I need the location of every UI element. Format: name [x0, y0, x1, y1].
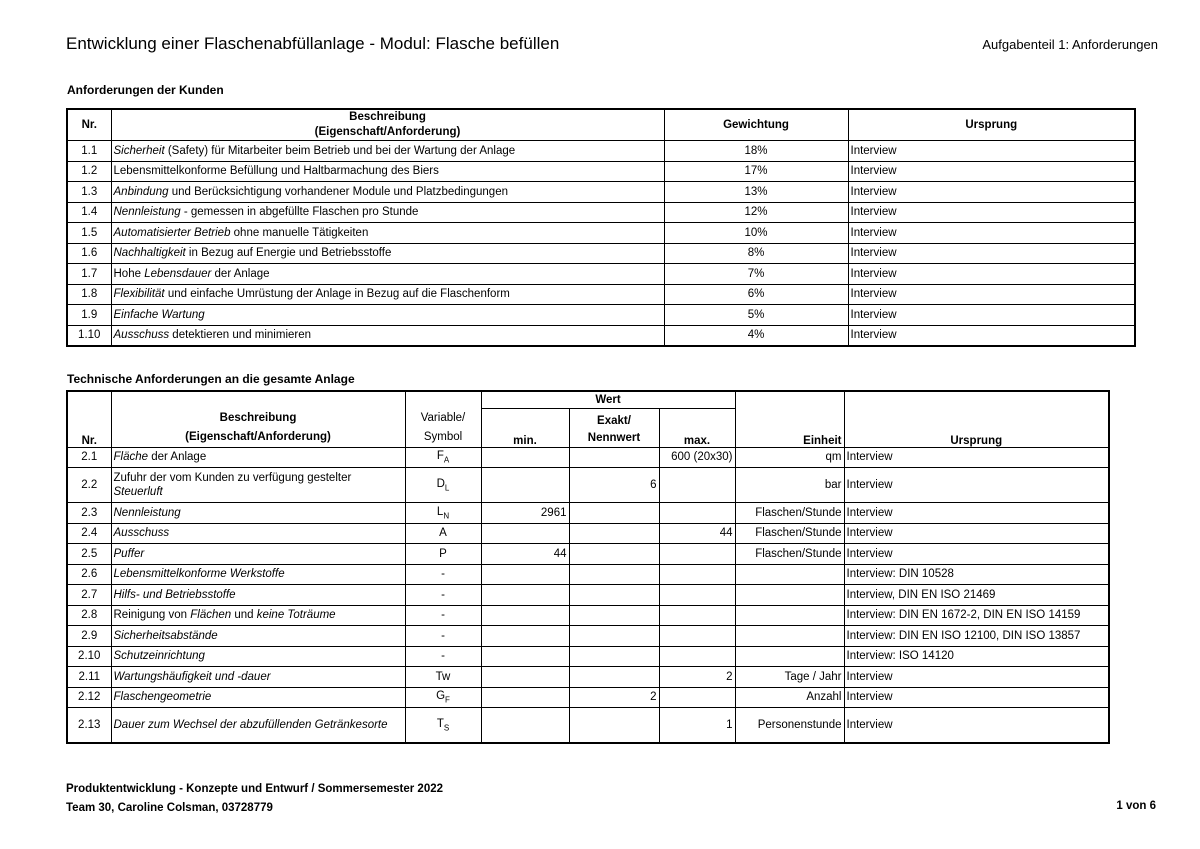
description-emphasis: Fläche [113, 451, 149, 464]
row-symbol [405, 667, 481, 688]
row-exact: 2 [569, 687, 659, 708]
row-min [481, 585, 569, 606]
row-description [111, 447, 405, 468]
row-exact [569, 708, 659, 744]
row-unit [735, 626, 844, 647]
description-text: (Safety) für Mitarbeiter beim Betrieb und bei der Wartung der Anlage [164, 144, 516, 157]
row-symbol [405, 687, 481, 708]
row-exact [569, 447, 659, 468]
symbol-subscript: A [443, 455, 450, 465]
row-description [111, 523, 405, 544]
description-emphasis: Flächen [190, 609, 232, 622]
row-origin: Interview: DIN EN 1672-2, DIN EN ISO 14159 [844, 605, 1109, 626]
row-symbol [405, 468, 481, 503]
row-exact [569, 544, 659, 565]
table-row [67, 264, 1135, 285]
table-row [67, 141, 1135, 162]
row-origin: Interview [848, 182, 1135, 203]
row-exact [569, 585, 659, 606]
row-weight: 18% [664, 141, 848, 162]
row-description [111, 182, 664, 203]
row-unit: Flaschen/Stunde [735, 544, 844, 565]
symbol-letter: F [436, 450, 444, 463]
row-exact [569, 605, 659, 626]
row-origin: Interview [848, 325, 1135, 346]
row-nr: 2.8 [67, 605, 111, 626]
description-emphasis: keine Toträume [256, 609, 336, 622]
symbol-letter: Tw [435, 670, 451, 683]
symbol-subscript: N [443, 510, 450, 520]
row-nr: 2.6 [67, 564, 111, 585]
description-emphasis: Ausschuss [113, 527, 170, 540]
technical-requirements-title: Technische Anforderungen an die gesamte Anlage [67, 372, 355, 386]
table-row [67, 646, 1109, 667]
row-origin: Interview: DIN EN ISO 12100, DIN ISO 13857 [844, 626, 1109, 647]
row-symbol [405, 585, 481, 606]
header-nr-label: Nr. [81, 434, 97, 447]
row-weight: 10% [664, 223, 848, 244]
row-symbol [405, 503, 481, 524]
row-origin: Interview [844, 503, 1109, 524]
description-prefix: Hohe [113, 267, 145, 280]
row-symbol [405, 626, 481, 647]
row-description [111, 468, 405, 503]
row-max [659, 646, 735, 667]
row-nr: 1.6 [67, 243, 111, 264]
header-exact-line2: Nennwert [587, 431, 641, 444]
section-label: Aufgabenteil 1: Anforderungen [982, 37, 1158, 52]
table-row [67, 182, 1135, 203]
description-emphasis: Anbindung [113, 185, 169, 198]
row-nr: 2.13 [67, 708, 111, 744]
header-exact [569, 408, 659, 447]
description-emphasis: Flexibilität [113, 288, 165, 301]
row-unit [735, 646, 844, 667]
row-unit: Anzahl [735, 687, 844, 708]
row-exact [569, 646, 659, 667]
customer-requirements-table [66, 108, 1136, 347]
row-symbol [405, 447, 481, 468]
row-origin: Interview [844, 687, 1109, 708]
row-max [659, 687, 735, 708]
row-description [111, 708, 405, 744]
description-emphasis: Nachhaltigkeit [113, 247, 186, 260]
row-nr: 1.8 [67, 284, 111, 305]
symbol-subscript: S [443, 723, 450, 733]
row-origin: Interview: DIN 10528 [844, 564, 1109, 585]
symbol-letter: D [436, 477, 445, 490]
description-text: der Anlage [211, 267, 270, 280]
row-nr: 1.7 [67, 264, 111, 285]
header-unit-label: Einheit [803, 434, 842, 447]
row-description [111, 284, 664, 305]
table-row [67, 447, 1109, 468]
row-origin: Interview: ISO 14120 [844, 646, 1109, 667]
row-nr: 2.10 [67, 646, 111, 667]
header-origin-label: Ursprung [950, 434, 1003, 447]
description-emphasis: Hilfs- und Betriebsstoffe [113, 588, 236, 601]
row-weight: 6% [664, 284, 848, 305]
row-origin: Interview [844, 667, 1109, 688]
row-min [481, 447, 569, 468]
row-max [659, 585, 735, 606]
description-emphasis: Lebensmittelkonforme Werkstoffe [113, 568, 285, 581]
row-max [659, 503, 735, 524]
row-weight: 4% [664, 325, 848, 346]
row-description [111, 626, 405, 647]
symbol-letter: A [439, 527, 447, 540]
header-weight: Gewichtung [664, 109, 848, 141]
table-row [67, 305, 1135, 326]
row-unit: bar [735, 468, 844, 503]
description-text: in Bezug auf Energie und Betriebsstoffe [185, 247, 392, 260]
symbol-letter: - [441, 629, 445, 642]
table-row [67, 585, 1109, 606]
row-nr: 2.5 [67, 544, 111, 565]
table-row [67, 468, 1109, 503]
table-row [67, 687, 1109, 708]
row-description [111, 564, 405, 585]
row-max: 44 [659, 523, 735, 544]
table-row [67, 284, 1135, 305]
row-min [481, 468, 569, 503]
row-unit: qm [735, 447, 844, 468]
description-emphasis: Nennleistung [113, 206, 181, 219]
row-weight: 5% [664, 305, 848, 326]
header-description-line2: (Eigenschaft/Anforderung) [185, 430, 331, 443]
technical-requirements-body [67, 447, 1109, 743]
row-weight: 17% [664, 161, 848, 182]
header-variable-line1: Variable/ [420, 411, 466, 424]
description-emphasis: Flaschengeometrie [113, 691, 212, 704]
table-row [67, 243, 1135, 264]
row-nr: 1.4 [67, 202, 111, 223]
table-row [67, 503, 1109, 524]
symbol-letter: T [436, 717, 444, 730]
row-unit: Flaschen/Stunde [735, 523, 844, 544]
symbol-letter: G [436, 690, 446, 703]
row-description [111, 544, 405, 565]
row-min: 44 [481, 544, 569, 565]
customer-requirements-title: Anforderungen der Kunden [67, 83, 224, 97]
row-max: 2 [659, 667, 735, 688]
description-prefix: Reinigung von [113, 609, 191, 622]
table-row [67, 626, 1109, 647]
header-exact-line1: Exakt/ [597, 414, 631, 427]
header-description-line1: Beschreibung [219, 411, 297, 424]
row-nr: 1.9 [67, 305, 111, 326]
row-description [111, 585, 405, 606]
description-text: und Berücksichtigung vorhandener Module und Platzbedingungen [168, 185, 508, 198]
row-min: 2961 [481, 503, 569, 524]
row-max [659, 544, 735, 565]
symbol-letter: - [441, 650, 445, 663]
row-unit: Flaschen/Stunde [735, 503, 844, 524]
table-row [67, 325, 1135, 346]
row-max: 600 (20x30) [659, 447, 735, 468]
row-unit: Tage / Jahr [735, 667, 844, 688]
row-origin: Interview [848, 264, 1135, 285]
row-origin: Interview [848, 161, 1135, 182]
description-emphasis: Ausschuss [113, 329, 170, 342]
row-weight: 8% [664, 243, 848, 264]
symbol-subscript: L [444, 483, 450, 493]
row-nr: 1.5 [67, 223, 111, 244]
description-text: ohne manuelle Tätigkeiten [230, 226, 369, 239]
description-text: - gemessen in abgefüllte Flaschen pro Stunde [180, 206, 419, 219]
row-nr: 2.11 [67, 667, 111, 688]
footer-team: Team 30, Caroline Colsman, 03728779 [66, 802, 273, 814]
description-emphasis: Automatisierter Betrieb [113, 226, 231, 239]
row-origin: Interview [844, 447, 1109, 468]
row-nr: 1.10 [67, 325, 111, 346]
row-unit [735, 605, 844, 626]
header-nr [67, 391, 111, 447]
row-weight: 7% [664, 264, 848, 285]
row-max [659, 468, 735, 503]
row-weight: 13% [664, 182, 848, 203]
row-symbol [405, 605, 481, 626]
row-origin: Interview [848, 141, 1135, 162]
description-text: Lebensmittelkonforme Befüllung und Haltbarmachung des Biers [113, 165, 439, 178]
row-description [111, 687, 405, 708]
header-description-line1: Beschreibung [349, 111, 426, 123]
row-symbol [405, 564, 481, 585]
table-row [67, 667, 1109, 688]
page-number: 1 von 6 [1116, 800, 1156, 812]
row-origin: Interview [844, 468, 1109, 503]
row-nr: 1.2 [67, 161, 111, 182]
row-origin: Interview [844, 708, 1109, 744]
header-description [111, 391, 405, 447]
row-description [111, 667, 405, 688]
row-unit: Personenstunde [735, 708, 844, 744]
description-emphasis: Steuerluft [113, 486, 163, 498]
table-row [67, 564, 1109, 585]
header-variable-line2: Symbol [423, 430, 463, 443]
row-description [111, 243, 664, 264]
header-wert: Wert [481, 391, 735, 408]
row-origin: Interview [848, 305, 1135, 326]
table-row [67, 523, 1109, 544]
table-row [67, 605, 1109, 626]
row-max [659, 626, 735, 647]
row-description [111, 161, 664, 182]
description-emphasis: Einfache Wartung [113, 308, 205, 321]
row-unit [735, 564, 844, 585]
row-min [481, 605, 569, 626]
row-origin: Interview [844, 544, 1109, 565]
header-origin: Ursprung [848, 109, 1135, 141]
row-min [481, 646, 569, 667]
row-unit [735, 585, 844, 606]
row-max [659, 605, 735, 626]
row-origin: Interview [848, 223, 1135, 244]
description-emphasis: Lebensdauer [144, 267, 212, 280]
description-emphasis: Puffer [113, 547, 145, 560]
description-emphasis: Nennleistung [113, 506, 181, 519]
row-description [111, 223, 664, 244]
description-emphasis: Wartungshäufigkeit und -dauer [113, 670, 271, 683]
row-origin: Interview [848, 284, 1135, 305]
row-description [111, 264, 664, 285]
header-nr: Nr. [67, 109, 111, 141]
row-description [111, 646, 405, 667]
row-exact [569, 564, 659, 585]
row-symbol [405, 523, 481, 544]
header-min: min. [481, 408, 569, 447]
symbol-subscript: F [445, 695, 450, 705]
symbol-letter: - [441, 609, 445, 622]
header-max: max. [659, 408, 735, 447]
row-nr: 2.12 [67, 687, 111, 708]
row-exact: 6 [569, 468, 659, 503]
row-min [481, 626, 569, 647]
row-symbol [405, 544, 481, 565]
table-row [67, 544, 1109, 565]
table-row [67, 161, 1135, 182]
row-max: 1 [659, 708, 735, 744]
row-origin: Interview [844, 523, 1109, 544]
footer-course: Produktentwicklung - Konzepte und Entwurf / Sommersemester 2022 [66, 783, 444, 795]
table-row [67, 202, 1135, 223]
row-min [481, 523, 569, 544]
row-origin: Interview [848, 243, 1135, 264]
row-description [111, 305, 664, 326]
header-variable [405, 391, 481, 447]
row-origin: Interview, DIN EN ISO 21469 [844, 585, 1109, 606]
header-origin [844, 391, 1109, 447]
row-description [111, 503, 405, 524]
document-title: Entwicklung einer Flaschenabfüllanlage - Modul: Flasche befüllen [66, 34, 560, 53]
row-description [111, 141, 664, 162]
header-description-line2: (Eigenschaft/Anforderung) [314, 126, 461, 138]
row-exact [569, 626, 659, 647]
row-nr: 1.1 [67, 141, 111, 162]
row-exact [569, 667, 659, 688]
description-text: detektieren und minimieren [169, 329, 312, 342]
row-symbol [405, 646, 481, 667]
description-emphasis: Dauer zum Wechsel der abzufüllenden Getränkesorte [113, 719, 388, 731]
row-min [481, 667, 569, 688]
row-origin: Interview [848, 202, 1135, 223]
row-nr: 2.3 [67, 503, 111, 524]
row-description [111, 325, 664, 346]
symbol-letter: P [439, 547, 447, 560]
row-nr: 2.4 [67, 523, 111, 544]
row-nr: 2.2 [67, 468, 111, 503]
row-symbol [405, 708, 481, 744]
header-description [111, 109, 664, 141]
row-description [111, 202, 664, 223]
row-min [481, 687, 569, 708]
row-min [481, 708, 569, 744]
table-row [67, 708, 1109, 744]
table-row [67, 223, 1135, 244]
row-description [111, 605, 405, 626]
description-emphasis: Sicherheitsabstände [113, 629, 218, 642]
symbol-letter: - [441, 568, 445, 581]
description-text: und einfache Umrüstung der Anlage in Bezug auf die Flaschenform [164, 288, 510, 301]
row-weight: 12% [664, 202, 848, 223]
description-text: der Anlage [148, 451, 207, 464]
row-exact [569, 523, 659, 544]
row-nr: 2.7 [67, 585, 111, 606]
description-text: und [231, 609, 257, 622]
row-min [481, 564, 569, 585]
customer-requirements-body [67, 141, 1135, 347]
symbol-letter: - [441, 588, 445, 601]
technical-requirements-table [66, 390, 1110, 744]
row-exact [569, 503, 659, 524]
row-max [659, 564, 735, 585]
row-nr: 2.9 [67, 626, 111, 647]
header-unit [735, 391, 844, 447]
row-nr: 2.1 [67, 447, 111, 468]
row-nr: 1.3 [67, 182, 111, 203]
description-emphasis: Sicherheit [113, 144, 165, 157]
description-prefix: Zufuhr der vom Kunden zu verfügung gestelter [113, 472, 352, 484]
description-emphasis: Schutzeinrichtung [113, 650, 205, 663]
symbol-letter: L [436, 505, 444, 518]
